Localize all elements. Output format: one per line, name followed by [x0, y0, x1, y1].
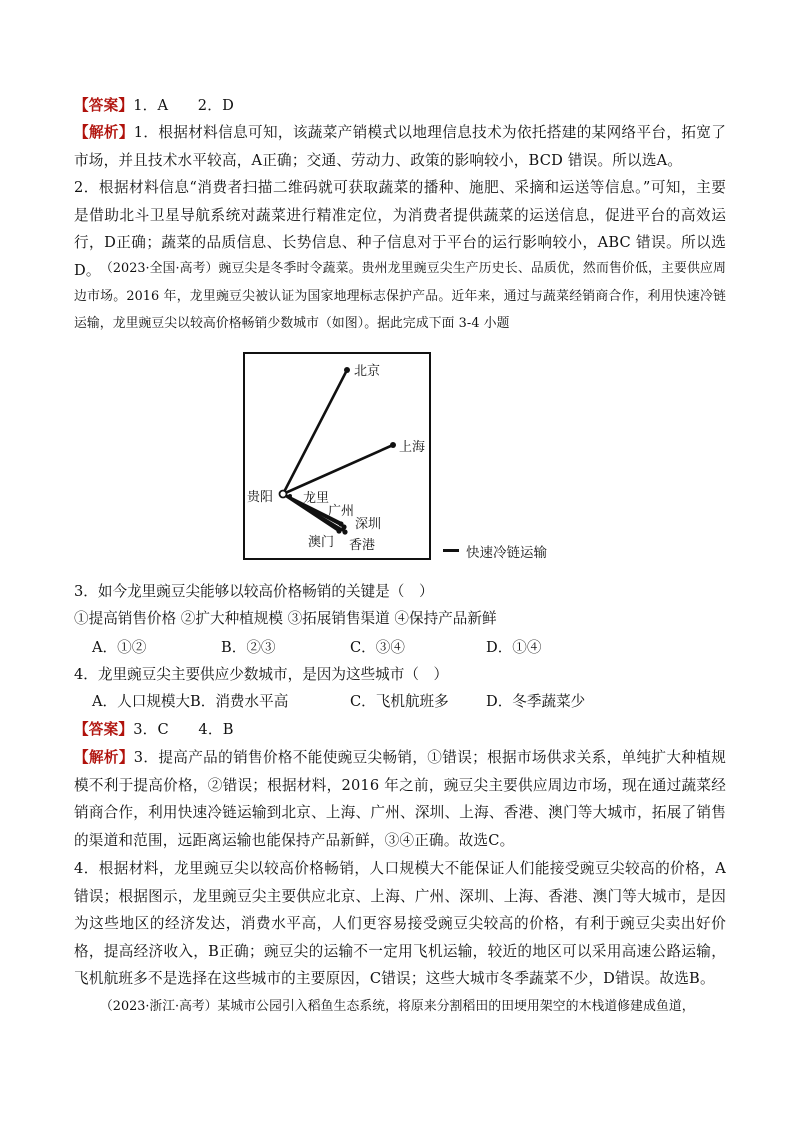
analysis-text: 1．根据材料信息可知，该蔬菜产销模式以地理信息技术为依托搭建的某网络平台，拓宽了市场，并且技术水平较高，A正确；交通、劳动力、政策的影响较小，BCD 错误。所以选A。	[74, 124, 726, 169]
analysis-paragraph-4	[74, 855, 726, 993]
analysis-paragraph-1	[74, 119, 726, 174]
route-to-beijing	[283, 370, 347, 494]
option-3c: C．③④	[350, 639, 405, 656]
question-source: （2023·浙江·高考）	[100, 999, 218, 1014]
label-shanghai: 上海	[399, 440, 426, 455]
analysis-text: 4．根据材料，龙里豌豆尖以较高价格畅销，人口规模大不能保证人们能接受豌豆尖较高的价格，A错误；根据图示，龙里豌豆尖主要供应北京、上海、广州、深圳、上海、香港、澳门等大城市，是因为这些地区的经济发达，消费水平高，人们更容易接受豌豆尖较高的价格，有利于豌豆尖卖出好价格，提高经济收入，B正确；豌豆尖的运输不一定用飞机运输，较近的地区可以采用高速公路运输，飞机航班多不是选择在这些城市的主要原因，C错误；这些大城市冬季蔬菜不少，D错误。故选B。	[74, 860, 726, 987]
question-stem-next	[74, 993, 726, 1021]
answer-text: 3．C 4．B	[133, 721, 234, 738]
question-stem-text: 豌豆尖是冬季时令蔬菜。贵州龙里豌豆尖生产历史长、品质优，然而售价低，主要供应周边市场。2016 年，龙里豌豆尖被认证为国家地理标志保护产品。近年来，通过与蔬菜经销商合作，利用快速冷链运输，龙里豌豆尖以较高价格畅销少数城市（如图）。据此完成下面 3-4 小题	[74, 261, 727, 331]
question-stem-text: 某城市公园引入稻鱼生态系统，将原来分割稻田的田埂用架空的木栈道修建成鱼道，	[217, 999, 695, 1014]
option-4d: D．冬季蔬菜少	[486, 693, 586, 710]
label-longli: 龙里	[303, 491, 330, 506]
analysis-text: 3．提高产品的销售价格不能使豌豆尖畅销，①错误；根据市场供求关系，单纯扩大种植规模不利于提高价格，②错误；根据材料，2016 年之前，豌豆尖主要供应周边市场，现在通过蔬菜经销商合作，利用快速冷链运输到北京、上海、广州、深圳、上海、香港、澳门等大城市，拓展了销售的渠道和范围，远距离运输也能保持产品新鲜，③④正确。故选C。	[74, 749, 726, 849]
label-guangzhou: 广州	[328, 504, 355, 519]
option-3a: A．①②	[92, 639, 147, 656]
question-4: 4．龙里豌豆尖主要供应少数城市，是因为这些城市（ ）	[74, 666, 449, 683]
option-3d: D．①④	[486, 639, 542, 656]
beijing-dot	[344, 367, 350, 373]
answer-line-2	[74, 716, 726, 744]
analysis-tag: 【解析】	[74, 749, 134, 766]
analysis-tag: 【解析】	[74, 124, 134, 141]
hongkong-dot	[342, 529, 347, 534]
option-4b: B．消费水平高	[190, 693, 289, 710]
map-legend: 快速冷链运输	[466, 545, 547, 561]
macau-dot	[336, 528, 341, 533]
question-3-items: ①提高销售价格 ②扩大种植规模 ③拓展销售渠道 ④保持产品新鲜	[74, 610, 497, 627]
question-stem-3-4	[74, 255, 726, 338]
answer-tag: 【答案】	[74, 721, 134, 738]
route-lines	[243, 352, 431, 560]
label-hongkong: 香港	[349, 538, 376, 553]
analysis-text: 2．根据材料信息“消费者扫描二维码就可获取蔬菜的播种、施肥、采摘和运送等信息。”可知，主要是借助北斗卫星导航系统对蔬菜进行精准定位，为消费者提供蔬菜的运送信息，促进平台的高效运行，D正确；蔬菜的品质信息、长势信息、种子信息对于平台的运行影响较小，ABC 错误。所以选D。	[74, 179, 726, 279]
answer-tag: 【答案】	[74, 97, 134, 114]
question-source: （2023·全国·高考）	[100, 261, 219, 276]
longli-dot	[288, 494, 292, 498]
guiyang-dot	[279, 490, 286, 497]
answer-line-1	[74, 92, 726, 120]
label-macau: 澳门	[308, 535, 335, 550]
answer-text: 1．A 2．D	[133, 97, 234, 114]
label-beijing: 北京	[354, 364, 381, 379]
analysis-paragraph-3	[74, 744, 726, 854]
route-to-shanghai	[283, 445, 393, 494]
option-4c: C．飞机航班多	[350, 693, 449, 710]
map-figure	[243, 352, 431, 560]
question-3: 3．如今龙里豌豆尖能够以较高价格畅销的关键是（ ）	[74, 583, 434, 600]
legend-line-icon	[443, 549, 459, 552]
shenzhen-dot	[341, 524, 346, 529]
option-4a: A．人口规模大	[92, 693, 191, 710]
label-shenzhen: 深圳	[355, 517, 382, 532]
shanghai-dot	[390, 442, 396, 448]
option-3b: B．②③	[221, 639, 276, 656]
label-guiyang: 贵阳	[247, 490, 274, 505]
